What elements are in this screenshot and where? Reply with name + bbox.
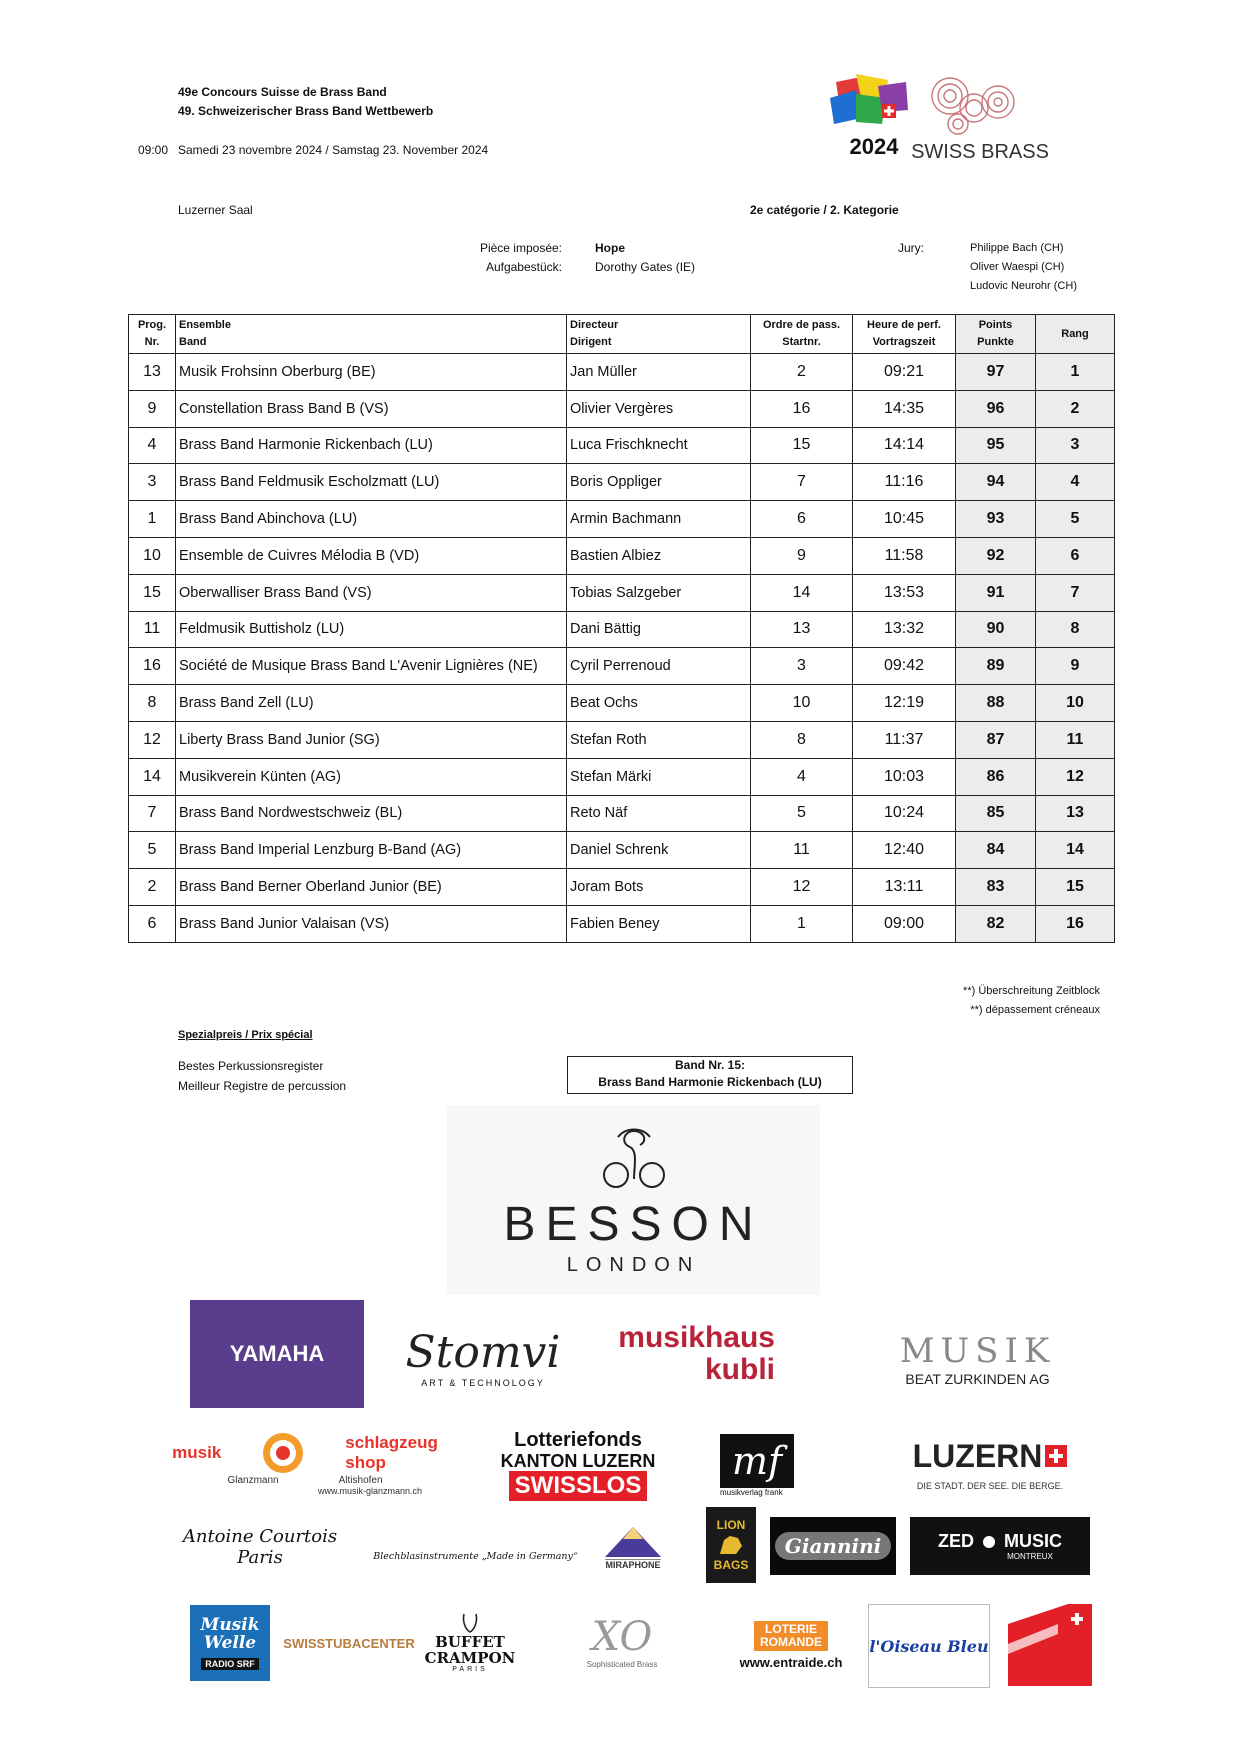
table-row bbox=[129, 905, 1115, 942]
sun-icon bbox=[980, 1533, 998, 1551]
director-cell: Stefan Märki bbox=[567, 758, 751, 795]
header-order: Ordre de pass. Startnr. bbox=[751, 315, 853, 354]
time-cell: 11:16 bbox=[853, 464, 956, 501]
buffet-line3: PARIS bbox=[452, 1665, 488, 1673]
band-cell: Feldmusik Buttisholz (LU) bbox=[176, 611, 567, 648]
points-cell: 88 bbox=[956, 685, 1036, 722]
yamaha-logo bbox=[190, 1300, 364, 1408]
lion-bags-logo bbox=[706, 1507, 756, 1583]
piece-label-fr: Pièce imposée: bbox=[479, 241, 562, 255]
prog-cell: 1 bbox=[129, 501, 176, 538]
xo-sub: Sophisticated Brass bbox=[586, 1659, 658, 1669]
zed-line1: ZED bbox=[938, 1531, 974, 1551]
points-cell: 84 bbox=[956, 832, 1036, 869]
courtois-line1: Antoine Courtois bbox=[182, 1526, 338, 1547]
rank-cell: 3 bbox=[1036, 427, 1115, 464]
xo-name: XO bbox=[591, 1613, 653, 1660]
order-cell: 10 bbox=[751, 685, 853, 722]
yamaha-name: YAMAHA bbox=[229, 1341, 325, 1366]
table-row bbox=[129, 832, 1115, 869]
rank-cell: 13 bbox=[1036, 795, 1115, 832]
swiss-flag-icon bbox=[1008, 1604, 1092, 1686]
band-cell: Société de Musique Brass Band L'Avenir Lignières (NE) bbox=[176, 648, 567, 685]
table-row bbox=[129, 758, 1115, 795]
table-row bbox=[129, 427, 1115, 464]
zurkinden-logo bbox=[855, 1320, 1100, 1398]
points-cell: 96 bbox=[956, 390, 1036, 427]
time-cell: 13:53 bbox=[853, 574, 956, 611]
stomvi-name: Stomvi bbox=[405, 1326, 561, 1378]
logo-year: 2024 bbox=[849, 134, 899, 159]
loterie-line2: ROMANDE bbox=[760, 1634, 822, 1649]
swiss-brass-logo bbox=[911, 72, 1108, 163]
band-cell: Brass Band Junior Valaisan (VS) bbox=[176, 905, 567, 942]
prog-cell: 15 bbox=[129, 574, 176, 611]
points-cell: 89 bbox=[956, 648, 1036, 685]
table-header-row bbox=[129, 315, 1115, 354]
prog-cell: 7 bbox=[129, 795, 176, 832]
prog-cell: 3 bbox=[129, 464, 176, 501]
courtois-logo bbox=[180, 1514, 340, 1580]
header-prog: Prog. Nr. bbox=[129, 315, 176, 354]
prog-cell: 5 bbox=[129, 832, 176, 869]
blech-text: Blechblasinstrumente „Made in Germany“ bbox=[373, 1550, 578, 1562]
rank-cell: 4 bbox=[1036, 464, 1115, 501]
event-date: Samedi 23 novembre 2024 / Samstag 23. November 2024 bbox=[178, 143, 489, 157]
lotterie-line1: Lotteriefonds bbox=[514, 1429, 642, 1451]
courtois-line2: Paris bbox=[237, 1547, 283, 1568]
kubli-logo bbox=[595, 1316, 825, 1392]
director-cell: Dani Bättig bbox=[567, 611, 751, 648]
director-cell: Jan Müller bbox=[567, 354, 751, 391]
luzern-name: LUZERN bbox=[912, 1438, 1043, 1474]
zed-line2: MUSIC bbox=[1004, 1531, 1062, 1551]
glanzmann-line5: www.musik-glanzmann.ch bbox=[317, 1485, 423, 1496]
besson-logo bbox=[447, 1105, 820, 1295]
header-time: Heure de perf. Vortragszeit bbox=[853, 315, 956, 354]
time-cell: 11:37 bbox=[853, 721, 956, 758]
prog-cell: 16 bbox=[129, 648, 176, 685]
miraphone-name: MIRAPHONE bbox=[605, 1559, 661, 1570]
start-time: 09:00 bbox=[138, 143, 169, 157]
rank-cell: 12 bbox=[1036, 758, 1115, 795]
points-cell: 93 bbox=[956, 501, 1036, 538]
order-cell: 3 bbox=[751, 648, 853, 685]
giannini-name: Giannini bbox=[775, 1532, 891, 1560]
results-table bbox=[128, 314, 1115, 943]
prog-cell: 9 bbox=[129, 390, 176, 427]
points-cell: 82 bbox=[956, 905, 1036, 942]
title-fr: 49e Concours Suisse de Brass Band bbox=[178, 85, 387, 99]
rank-cell: 7 bbox=[1036, 574, 1115, 611]
prog-cell: 12 bbox=[129, 721, 176, 758]
band-cell: Brass Band Imperial Lenzburg B-Band (AG) bbox=[176, 832, 567, 869]
order-cell: 14 bbox=[751, 574, 853, 611]
order-cell: 12 bbox=[751, 869, 853, 906]
loterie-line1: LOTERIE bbox=[764, 1621, 817, 1636]
title-de: 49. Schweizerischer Brass Band Wettbewerb bbox=[178, 104, 434, 118]
swisstuba-name: SWISSTUBACENTER bbox=[283, 1635, 415, 1651]
prog-cell: 14 bbox=[129, 758, 176, 795]
rank-cell: 15 bbox=[1036, 869, 1115, 906]
jury-member: Philippe Bach (CH) bbox=[970, 242, 1064, 254]
zed-line3: MONTREUX bbox=[1007, 1552, 1053, 1561]
points-cell: 91 bbox=[956, 574, 1036, 611]
order-cell: 9 bbox=[751, 537, 853, 574]
prog-cell: 11 bbox=[129, 611, 176, 648]
mountain-icon bbox=[603, 1525, 663, 1559]
special-prize-box bbox=[567, 1056, 853, 1094]
blechblas-logo bbox=[368, 1546, 583, 1566]
stomvi-logo bbox=[398, 1312, 568, 1402]
order-cell: 1 bbox=[751, 905, 853, 942]
band-cell: Brass Band Harmonie Rickenbach (LU) bbox=[176, 427, 567, 464]
kubli-line1: musikhaus bbox=[618, 1321, 775, 1354]
buffet-crampon-logo bbox=[422, 1596, 518, 1688]
target-icon bbox=[261, 1431, 305, 1475]
lion-icon bbox=[716, 1532, 746, 1558]
glanzmann-logo bbox=[172, 1428, 438, 1498]
points-cell: 90 bbox=[956, 611, 1036, 648]
band-cell: Brass Band Berner Oberland Junior (BE) bbox=[176, 869, 567, 906]
special-prize-title: Spezialpreis / Prix spécial bbox=[178, 1029, 313, 1041]
time-cell: 10:45 bbox=[853, 501, 956, 538]
competition-logo bbox=[826, 72, 922, 162]
glanzmann-line4: Altishofen bbox=[338, 1474, 383, 1486]
prog-cell: 2 bbox=[129, 869, 176, 906]
kubli-line2: kubli bbox=[704, 1353, 775, 1386]
rank-cell: 8 bbox=[1036, 611, 1115, 648]
points-cell: 87 bbox=[956, 721, 1036, 758]
band-cell: Brass Band Feldmusik Escholzmatt (LU) bbox=[176, 464, 567, 501]
prog-cell: 8 bbox=[129, 685, 176, 722]
order-cell: 5 bbox=[751, 795, 853, 832]
jury-member: Oliver Waespi (CH) bbox=[970, 261, 1065, 273]
special-box-line2: Brass Band Harmonie Rickenbach (LU) bbox=[598, 1075, 822, 1089]
special-label-fr: Meilleur Registre de percussion bbox=[178, 1079, 347, 1093]
director-cell: Luca Frischknecht bbox=[567, 427, 751, 464]
points-cell: 94 bbox=[956, 464, 1036, 501]
order-cell: 8 bbox=[751, 721, 853, 758]
header-points: Points Punkte bbox=[956, 315, 1036, 354]
order-cell: 7 bbox=[751, 464, 853, 501]
rank-cell: 2 bbox=[1036, 390, 1115, 427]
rank-cell: 14 bbox=[1036, 832, 1115, 869]
rank-cell: 1 bbox=[1036, 354, 1115, 391]
rank-cell: 11 bbox=[1036, 721, 1115, 758]
table-row bbox=[129, 354, 1115, 391]
table-row bbox=[129, 390, 1115, 427]
zurkinden-line2: BEAT ZURKINDEN AG bbox=[905, 1371, 1050, 1387]
luzern-logo bbox=[890, 1432, 1090, 1498]
rank-cell: 10 bbox=[1036, 685, 1115, 722]
zurkinden-line1: MUSIK bbox=[899, 1331, 1056, 1371]
time-cell: 13:11 bbox=[853, 869, 956, 906]
table-row bbox=[129, 611, 1115, 648]
band-cell: Brass Band Nordwestschweiz (BL) bbox=[176, 795, 567, 832]
time-cell: 12:40 bbox=[853, 832, 956, 869]
time-cell: 10:24 bbox=[853, 795, 956, 832]
director-cell: Cyril Perrenoud bbox=[567, 648, 751, 685]
musikwelle-line3: RADIO SRF bbox=[201, 1658, 259, 1670]
rank-cell: 5 bbox=[1036, 501, 1115, 538]
time-cell: 14:14 bbox=[853, 427, 956, 464]
buffet-line2: CRAMPON bbox=[424, 1648, 516, 1667]
order-cell: 4 bbox=[751, 758, 853, 795]
header-director: Directeur Dirigent bbox=[567, 315, 751, 354]
miraphone-logo bbox=[585, 1516, 681, 1578]
stomvi-sub: ART & TECHNOLOGY bbox=[421, 1377, 545, 1388]
special-box-line1: Band Nr. 15: bbox=[674, 1058, 746, 1072]
time-cell: 09:21 bbox=[853, 354, 956, 391]
time-cell: 09:00 bbox=[853, 905, 956, 942]
musikwelle-logo bbox=[190, 1605, 270, 1681]
giannini-logo bbox=[770, 1517, 896, 1575]
lyre-icon bbox=[460, 1612, 480, 1634]
rank-cell: 16 bbox=[1036, 905, 1115, 942]
xo-brass-logo bbox=[552, 1605, 692, 1677]
order-cell: 2 bbox=[751, 354, 853, 391]
time-cell: 11:58 bbox=[853, 537, 956, 574]
time-cell: 10:03 bbox=[853, 758, 956, 795]
buffet-line1: BUFFET bbox=[435, 1632, 505, 1651]
director-cell: Fabien Beney bbox=[567, 905, 751, 942]
venue: Luzerner Saal bbox=[178, 203, 253, 217]
zed-music-logo bbox=[910, 1517, 1090, 1575]
band-cell: Constellation Brass Band B (VS) bbox=[176, 390, 567, 427]
director-cell: Bastien Albiez bbox=[567, 537, 751, 574]
mf-name: mf bbox=[720, 1434, 794, 1488]
besson-sub: LONDON bbox=[566, 1254, 701, 1276]
director-cell: Stefan Roth bbox=[567, 721, 751, 758]
band-cell: Liberty Brass Band Junior (SG) bbox=[176, 721, 567, 758]
band-cell: Brass Band Zell (LU) bbox=[176, 685, 567, 722]
note-fr: **) dépassement créneaux bbox=[970, 1004, 1100, 1016]
musikverlag-frank-logo bbox=[720, 1427, 840, 1503]
order-cell: 13 bbox=[751, 611, 853, 648]
points-cell: 95 bbox=[956, 427, 1036, 464]
swiss-cross-icon bbox=[1045, 1445, 1067, 1467]
besson-emblem-icon bbox=[594, 1123, 674, 1193]
table-row bbox=[129, 721, 1115, 758]
lotterie-line3: SWISSLOS bbox=[509, 1471, 648, 1501]
band-cell: Musik Frohsinn Oberburg (BE) bbox=[176, 354, 567, 391]
table-row bbox=[129, 795, 1115, 832]
director-cell: Olivier Vergères bbox=[567, 390, 751, 427]
logo-name: SWISS BRASS bbox=[911, 141, 1049, 163]
rank-cell: 9 bbox=[1036, 648, 1115, 685]
table-row bbox=[129, 574, 1115, 611]
time-cell: 14:35 bbox=[853, 390, 956, 427]
director-cell: Reto Näf bbox=[567, 795, 751, 832]
band-cell: Oberwalliser Brass Band (VS) bbox=[176, 574, 567, 611]
piece-title: Hope bbox=[595, 241, 625, 255]
table-row bbox=[129, 464, 1115, 501]
musikwelle-line2: Welle bbox=[203, 1633, 257, 1653]
glanzmann-line2: schlagzeug shop bbox=[345, 1432, 438, 1472]
band-cell: Brass Band Abinchova (LU) bbox=[176, 501, 567, 538]
piece-label-de: Aufgabestück: bbox=[485, 260, 562, 274]
table-row bbox=[129, 648, 1115, 685]
director-cell: Beat Ochs bbox=[567, 685, 751, 722]
swisstubacenter-logo bbox=[283, 1625, 415, 1661]
points-cell: 92 bbox=[956, 537, 1036, 574]
director-cell: Tobias Salzgeber bbox=[567, 574, 751, 611]
lotterie-line2: KANTON LUZERN bbox=[500, 1451, 656, 1471]
order-cell: 11 bbox=[751, 832, 853, 869]
points-cell: 86 bbox=[956, 758, 1036, 795]
prog-cell: 10 bbox=[129, 537, 176, 574]
jury-label: Jury: bbox=[898, 241, 925, 255]
band-cell: Ensemble de Cuivres Mélodia B (VD) bbox=[176, 537, 567, 574]
time-cell: 12:19 bbox=[853, 685, 956, 722]
besson-name: BESSON bbox=[503, 1198, 764, 1251]
points-cell: 97 bbox=[956, 354, 1036, 391]
director-cell: Joram Bots bbox=[567, 869, 751, 906]
band-cell: Musikverein Künten (AG) bbox=[176, 758, 567, 795]
time-cell: 13:32 bbox=[853, 611, 956, 648]
lotteriefonds-logo bbox=[480, 1424, 676, 1506]
piece-composer: Dorothy Gates (IE) bbox=[595, 260, 696, 274]
musikwelle-line1: Musik bbox=[200, 1615, 260, 1635]
time-cell: 09:42 bbox=[853, 648, 956, 685]
note-de: **) Überschreitung Zeitblock bbox=[963, 985, 1100, 997]
table-row bbox=[129, 501, 1115, 538]
loterie-romande-logo bbox=[730, 1615, 852, 1675]
order-cell: 16 bbox=[751, 390, 853, 427]
oiseau-bleu-logo bbox=[868, 1604, 990, 1688]
special-label-de: Bestes Perkussionsregister bbox=[178, 1059, 324, 1073]
director-cell: Boris Oppliger bbox=[567, 464, 751, 501]
prog-cell: 6 bbox=[129, 905, 176, 942]
prog-cell: 13 bbox=[129, 354, 176, 391]
category: 2e catégorie / 2. Kategorie bbox=[750, 203, 899, 217]
director-cell: Armin Bachmann bbox=[567, 501, 751, 538]
points-cell: 83 bbox=[956, 869, 1036, 906]
header-ensemble: Ensemble Band bbox=[176, 315, 567, 354]
lion-line1: LION bbox=[716, 1518, 746, 1532]
jury-member: Ludovic Neurohr (CH) bbox=[970, 280, 1077, 292]
table-row bbox=[129, 685, 1115, 722]
luzern-sub: DIE STADT. DER SEE. DIE BERGE. bbox=[916, 1481, 1064, 1491]
order-cell: 6 bbox=[751, 501, 853, 538]
table-row bbox=[129, 869, 1115, 906]
oiseau-name: l'Oiseau Bleu bbox=[869, 1636, 989, 1656]
header-rank: Rang bbox=[1036, 315, 1115, 354]
glanzmann-line1: musik bbox=[172, 1442, 222, 1462]
rank-cell: 6 bbox=[1036, 537, 1115, 574]
glanzmann-line3: Glanzmann bbox=[227, 1474, 279, 1486]
order-cell: 15 bbox=[751, 427, 853, 464]
points-cell: 85 bbox=[956, 795, 1036, 832]
mf-sub: musikverlag frank bbox=[720, 1487, 783, 1497]
lion-line2: BAGS bbox=[713, 1558, 749, 1572]
prog-cell: 4 bbox=[129, 427, 176, 464]
loterie-line3: www.entraide.ch bbox=[739, 1654, 843, 1670]
table-row bbox=[129, 537, 1115, 574]
swiss-flag-logo bbox=[1008, 1604, 1092, 1686]
director-cell: Daniel Schrenk bbox=[567, 832, 751, 869]
